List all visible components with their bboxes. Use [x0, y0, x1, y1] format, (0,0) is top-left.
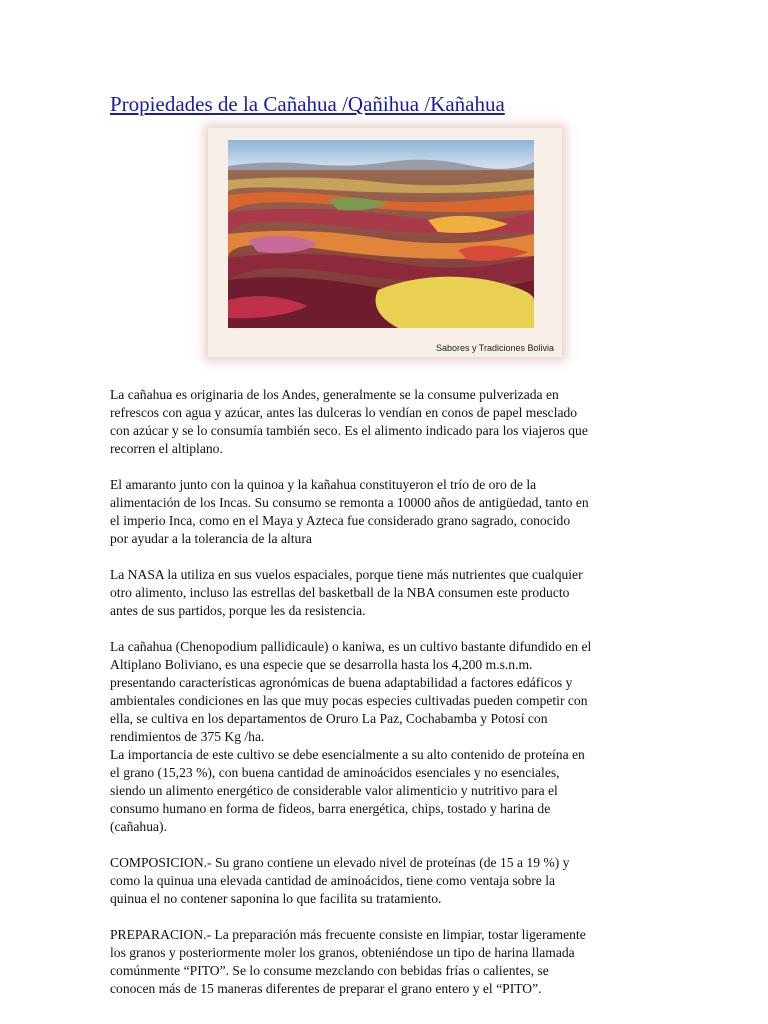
paragraph-cultivation: La cañahua (Chenopodium pallidicaule) o kaniwa, es un cultivo bastante difundido en el Altiplano Boliviano, es una especie que se desarrolla hasta los 4,200 m.s.n.m. presentando características agronómicas de buena adaptabilidad a factores edáficos y ambientales condiciones en las que muy pocas especies cultivadas pueden competir con ella, se cultiva en los departamentos de Oruro La Paz, Cochabamba y Potosí con rendimientos de 375 Kg /ha. — [110, 639, 592, 744]
canahua-field-photo — [228, 140, 534, 328]
image-caption: Sabores y Tradiciones Bolivia — [435, 343, 554, 353]
paragraph-origin: La cañahua es originaria de los Andes, generalmente se la consume pulverizada en refrescos con agua y azúcar, antes las dulceras lo vendían en conos de papel mesclado con azúcar y se lo consumía también seco. Es el alimento indicado para los viajeros que recorren el altiplano. — [110, 387, 588, 456]
paragraph-composition: COMPOSICION.- Su grano contiene un elevado nivel de proteínas (de 15 a 19 %) y como la quinua una elevada cantidad de aminoácidos, tiene como ventaja sobre la quinua el no contener saponina lo que facilita su tratamiento. — [110, 855, 570, 906]
paragraph-importance: La importancia de este cultivo se debe esencialmente a su alto contenido de proteína en el grano (15,23 %), con buena cantidad de aminoácidos esenciales y no esenciales, siendo un alimento energético de considerable valor alimenticio y nutritivo para el consumo humano en forma de fideos, barra energética, chips, tostado y harina de (cañahua). — [110, 747, 585, 834]
paragraph-preparation: PREPARACION.- La preparación más frecuente consiste en limpiar, tostar ligeramente los granos y posteriormente moler los granos, obteniéndose un tipo de harina llamada comúnmente “PITO”. Se lo consume mezclando con bebidas frías o calientes, se conocen más de 15 maneras diferentes de preparar el grano entero y el “PITO”. — [110, 927, 586, 996]
page-title[interactable]: Propiedades de la Cañahua /Qañihua /Kañahua — [110, 92, 505, 116]
paragraph-nasa: La NASA la utiliza en sus vuelos espaciales, porque tiene más nutrientes que cualquier otro alimento, incluso las estrellas del basketball de la NBA consumen este producto antes de sus partidos, porque les da resistencia. — [110, 567, 583, 618]
paragraph-history: El amaranto junto con la quinoa y la kañahua constituyeron el trío de oro de la alimentación de los Incas. Su consumo se remonta a 10000 años de antigüedad, tanto en el imperio Inca, como en el Maya y Azteca fue considerado grano sagrado, conocido por ayudar a la tolerancia de la altura — [110, 477, 589, 546]
canahua-field-illustration — [228, 140, 534, 328]
photo-frame — [208, 128, 562, 357]
article-body — [110, 386, 670, 1016]
